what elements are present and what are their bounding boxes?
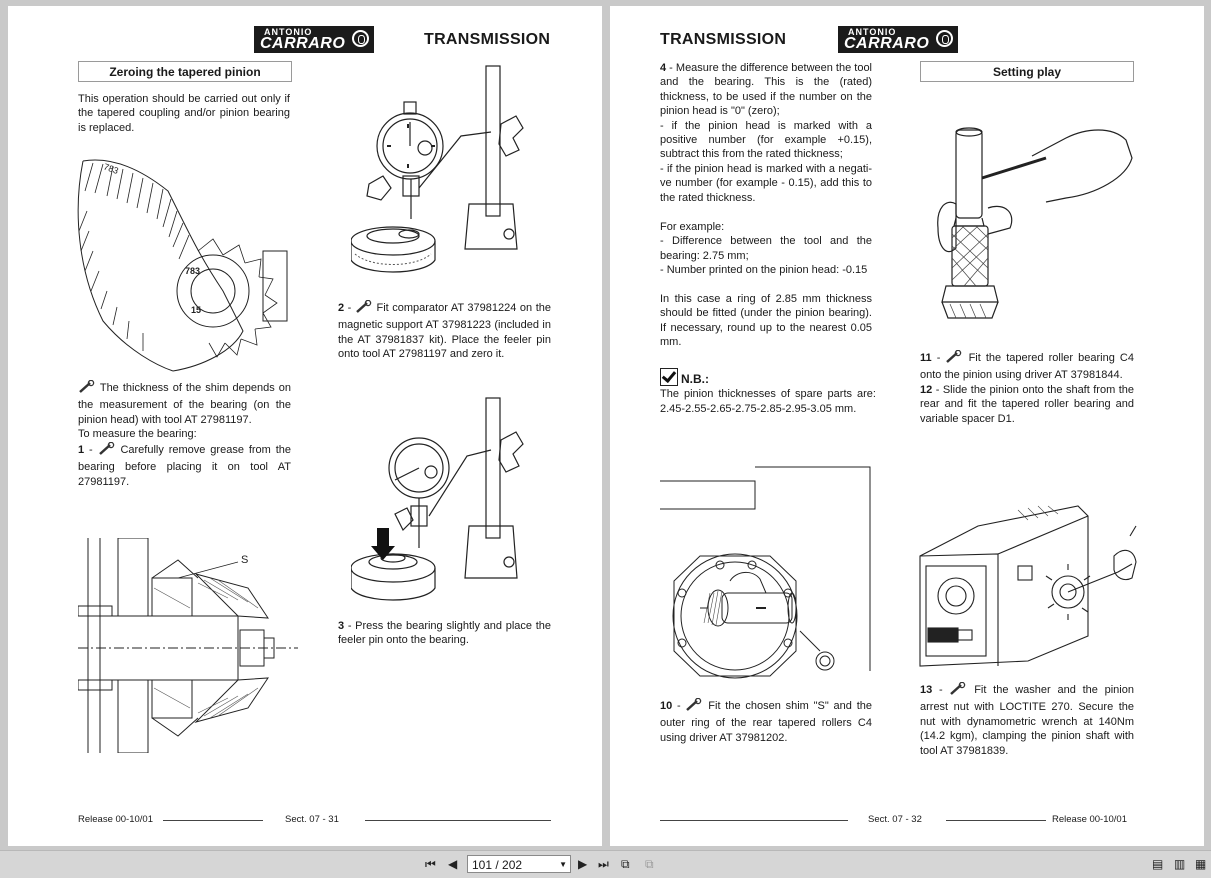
wrench-icon <box>78 380 96 398</box>
svg-text:15: 15 <box>191 305 202 315</box>
svg-text:783: 783 <box>102 161 120 177</box>
nb-note: N.B.: The pinion thicknesses of spare parts are: 2.45-2.55-2.65-2.75-2.85-2.95-3.05 mm. <box>660 368 876 416</box>
continuous-view-icon[interactable]: ▦ <box>1195 857 1207 871</box>
intro-paragraph: This operation should be carried out only if the tapered coupling and/or pinion bearing is replaced. <box>78 93 290 134</box>
step-1: 1 - Carefully remove grease from the bearing before placing it on tool AT 27981197. <box>78 444 291 488</box>
dial-gauge-bearing-figure <box>351 396 541 611</box>
pinion-cross-section-drawing <box>78 538 298 753</box>
first-page-icon[interactable]: ⏮ <box>425 857 436 871</box>
svg-text:S: S <box>241 554 249 566</box>
fit-width-icon[interactable]: ⧉ <box>645 857 654 871</box>
antonio-carraro-logo: ANTONIO CARRARO <box>254 26 374 53</box>
footer-rule <box>163 820 263 821</box>
wrench-icon <box>685 698 703 716</box>
section-box-title: Zeroing the tapered pinion <box>78 61 292 82</box>
step-13: 13 - Fit the washer and the pinion arrest nut with LOCTITE 270. Secure the nut with dynamometric wrench at 140Nm (14.2 kgm), clamping the pinion shaft with tool AT 37981839. <box>920 684 1134 757</box>
step-2: 2 - Fit comparator AT 37981224 on the magnetic support AT 37981223 (included in the AT 37981837 kit). Place the feeler pin onto tool AT 27981197 and zero it. <box>338 302 551 361</box>
viewer-toolbar <box>0 850 1211 878</box>
wrench-icon <box>945 350 963 368</box>
housing-shim-fitting-figure <box>660 461 875 686</box>
wrench-icon <box>98 442 116 460</box>
bevel-gear-illustration <box>73 151 295 376</box>
left-page <box>8 6 602 846</box>
page-number-field[interactable]: 101 / 202 ▼ <box>467 855 571 873</box>
wrench-icon <box>355 300 373 318</box>
section-heading: TRANSMISSION <box>660 31 787 48</box>
shim-note: The thickness of the shim depends on the measurement of the bearing (on the pinion head) with tool AT 27981197. To measure the bearing: <box>78 382 291 441</box>
step-11-12: 11 - Fit the tapered roller bearing C4 onto the pinion using driver AT 37981844. 12 - Slide the pinion onto the shaft from the rear and fit the tapered roller bearing and variable spacer D1. <box>920 352 1135 425</box>
footer-rule <box>660 820 848 821</box>
footer-release: Release 00-10/01 <box>1052 814 1127 825</box>
footer-section-number: Sect. 07 - 31 <box>285 814 339 825</box>
section-box-title: Setting play <box>920 61 1134 82</box>
checkmark-icon <box>660 368 678 386</box>
step-3: 3 - Press the bearing slightly and place the feeler pin onto the bearing. <box>338 620 551 647</box>
two-page-view-icon[interactable]: ▥ <box>1174 857 1186 871</box>
step-10: 10 - Fit the chosen shim "S" and the outer ring of the rear tapered rollers C4 using driver AT 37981202. <box>660 700 872 744</box>
footer-section-number: Sect. 07 - 32 <box>868 814 922 825</box>
last-page-icon[interactable]: ⏭ <box>598 857 609 871</box>
step-4: 4 - Measure the difference between the tool and the bearing. This is the (rated) thickness, to be used if the number on the pinion head is "0" (zero); - if the pinion head is marked with a positive number (for example +0.15), subtract this from the rated thickness; - if the pinion head is marked with a negati-ve number (for example - 0.15), add this to the rated thickness. <box>660 62 872 204</box>
footer-rule <box>365 820 551 821</box>
right-page <box>610 6 1204 846</box>
example-block: For example: - Difference between the tool and the bearing: 2.75 mm; - Number printed on the pinion head: -0.15 <box>660 221 872 277</box>
example-result: In this case a ring of 2.85 mm thickness should be fitted (under the pinion bearing). If necessary, round up to the nearest 0.05 mm. <box>660 293 872 349</box>
section-heading: TRANSMISSION <box>424 31 551 48</box>
wrench-icon <box>949 682 967 700</box>
gearbox-housing-wrench-figure <box>918 496 1138 671</box>
next-page-icon[interactable]: ▶ <box>578 857 588 871</box>
prev-page-icon[interactable]: ◀ <box>448 857 458 871</box>
single-page-view-icon[interactable]: ▤ <box>1152 857 1164 871</box>
fit-page-icon[interactable]: ⧉ <box>621 857 630 871</box>
svg-text:783: 783 <box>185 266 201 276</box>
bearing-driver-hammer-figure <box>936 118 1136 338</box>
footer-rule <box>946 820 1046 821</box>
footer-release: Release 00-10/01 <box>78 814 153 825</box>
antonio-carraro-logo: ANTONIO CARRARO <box>838 26 958 53</box>
chevron-down-icon[interactable]: ▼ <box>559 860 567 869</box>
dial-gauge-zeroing-figure <box>351 64 541 279</box>
